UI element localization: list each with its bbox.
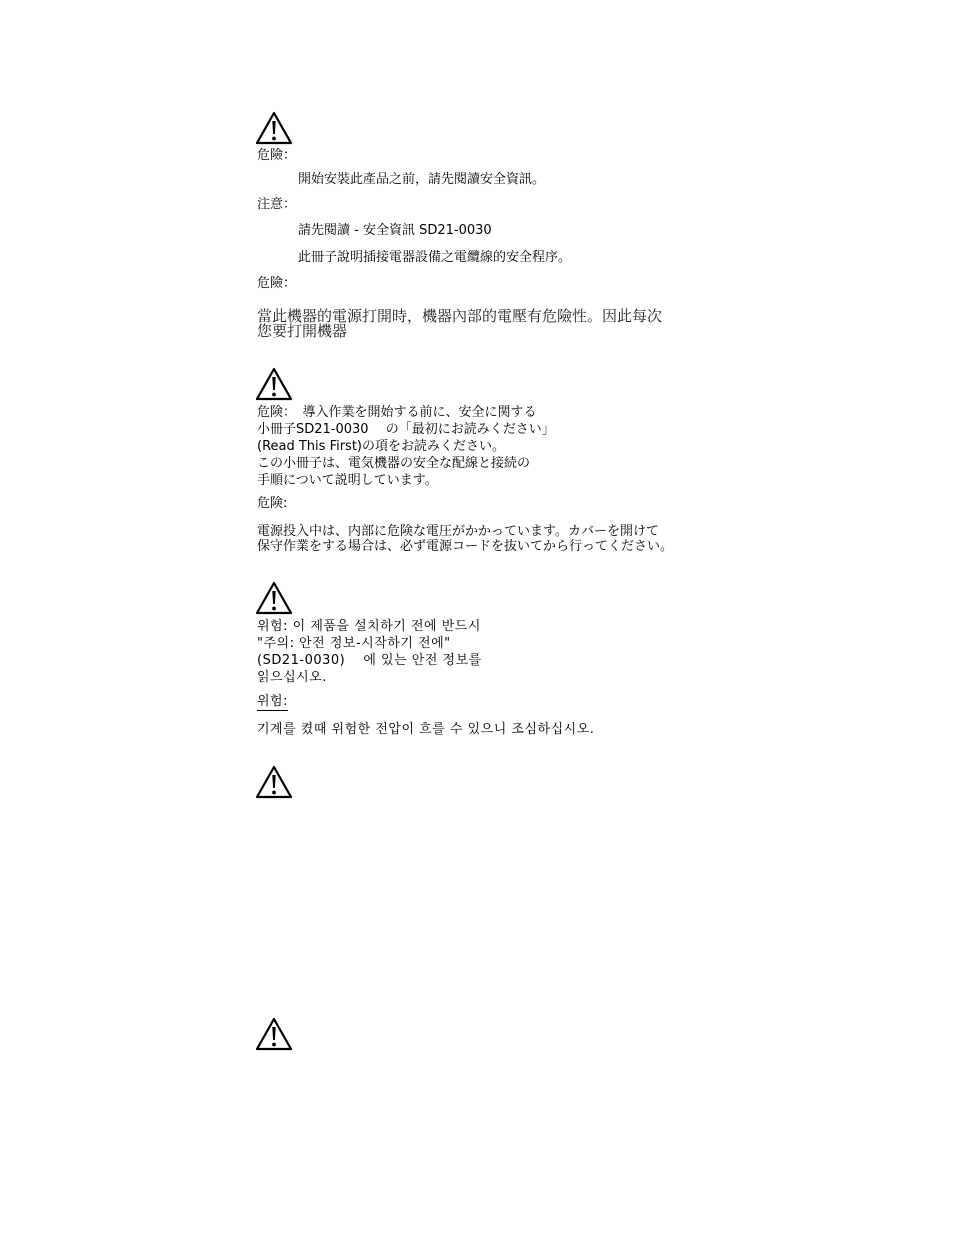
zh-caution-label: 注意： bbox=[257, 197, 297, 212]
jp-line-4: この小冊子は、電気機器の安全な配線と接続の bbox=[257, 456, 531, 471]
warning-triangle-icon bbox=[254, 1016, 294, 1052]
kr-danger-label-text: 위험: bbox=[257, 694, 288, 709]
kr-line-4: 읽으십시오. bbox=[257, 670, 327, 685]
zh-danger-text-2-line-1: 當此機器的電源打開時，機器內部的電壓有危險性。因此每次 bbox=[257, 307, 663, 325]
zh-danger-text-2-line-2: 您要打開機器 bbox=[257, 322, 348, 340]
kr-danger-label bbox=[257, 693, 288, 710]
jp-line-5: 手順について説明しています。 bbox=[257, 473, 438, 488]
kr-line-1: 위험: 이 제품을 설치하기 전에 반드시 bbox=[257, 619, 481, 634]
warning-triangle-icon bbox=[254, 110, 294, 146]
kr-line-3: (SD21-0030) 에 있는 안전 정보를 bbox=[257, 653, 482, 668]
zh-danger-label-2: 危險： bbox=[257, 276, 297, 291]
warning-triangle-icon bbox=[254, 580, 294, 616]
warning-triangle-icon bbox=[254, 764, 294, 800]
zh-caution-line-2: 此冊子說明插接電器設備之電纜線的安全程序。 bbox=[298, 250, 572, 265]
jp-line-3: (Read This First)の項をお読みください。 bbox=[257, 439, 505, 454]
zh-caution-line-1: 請先閱讀 - 安全資訊 SD21-0030 bbox=[298, 223, 492, 238]
jp-danger-text-line-1: 電源投入中は、内部に危険な電圧がかかっています。カバーを開けて bbox=[257, 524, 659, 539]
kr-line-2: "주의: 안전 정보-시작하기 전에" bbox=[257, 636, 451, 651]
jp-danger-text-line-2: 保守作業をする場合は、必ず電源コードを抜いてから行ってください。 bbox=[257, 539, 674, 554]
kr-danger-text: 기계를 켰때 위험한 전압이 흐를 수 있으니 조심하십시오. bbox=[257, 722, 595, 737]
zh-danger-text-1: 開始安裝此產品之前，請先閱讀安全資訊。 bbox=[298, 172, 546, 187]
zh-danger-label-1: 危險： bbox=[257, 148, 297, 163]
jp-line-2: 小冊子SD21-0030 の「最初にお読みください」 bbox=[257, 422, 555, 437]
warning-triangle-icon bbox=[254, 366, 294, 402]
jp-danger-label: 危険: bbox=[257, 496, 288, 511]
jp-line-1: 危険： 導入作業を開始する前に、安全に関する bbox=[257, 405, 537, 420]
